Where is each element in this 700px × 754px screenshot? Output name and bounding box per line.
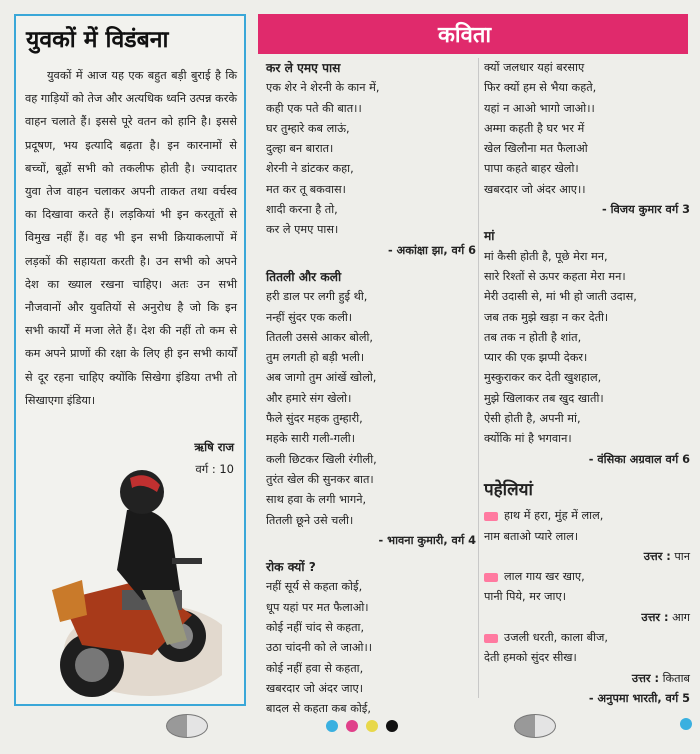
poem-line: क्यों जलधार यहां बरसाए [484,61,585,74]
puzzle-line: हाथ में हरा, मुंह में लाल, [504,509,604,523]
poem-line: मेरी उदासी से, मां भी हो जाती उदास, [484,290,637,304]
poem-line: तितली उससे आकर बोली, [266,330,374,344]
poem-lines [266,287,476,531]
poem-line: ऐसी होती है, अपनी मां, [484,412,581,426]
bullet-icon [484,512,498,521]
puzzle-answer [484,669,690,689]
poem-line: शादी करना है तो, [266,203,338,217]
poem-line: मुझे खिलाकर तब खुद खाती। [484,391,604,405]
poem-line: और हमारे संग खेलो। [266,391,352,405]
poem-lines [266,78,476,240]
article-text: युवकों में आज यह एक बहुत बड़ी बुराई है कि वह गाड़ियों को तेज और अत्यधिक ध्वनि उत्पन्न करके वाहन चलाते हैं। इससे पूरे वतन को हानि है। इससे प्रदूषण, भय इत्यादि बढ़ता है। इन कारनामों से बच्चों, बूढ़ों सभी को तकलीफ होती है। ज्यादातर युवा तेज वाहन चलाकर अपनी ताकत तथा वर्चस्व का दिखावा करते हैं। लड़कियां भी इन करतूतों से विमुख नहीं हैं। वह भी इन सभी क्रियाकलापों में लड़कों की सहायता करती है। उन सभी को अपने देश का ख्याल रखना चाहिए। अतः उन सभी नौजवानों और युवतियों से अनुरोध है जो कि इन सभी कार्यों में मजा लेते हैं। देश की नहीं तो कम से कम अपने प्राणों की रक्षा के लिए ही इन सभी कार्यों से दूर रहना चाहिए क्योंकि सिखेगा इंडिया तभी तो सिखाएगा इंडिया। [25,69,237,407]
poem-line: उठा चांदनी को ले जाओ।। [266,641,373,655]
poem-line: मुस्कुराकर कर देती खुशहाल, [484,371,602,385]
puzzles-title: पहेलियां [484,479,533,500]
poem-line: खबरदार जो अंदर आए।। [484,182,586,196]
poem-title: रोक क्यों ? [266,560,316,575]
poem-line: नहीं सूर्य से कहता कोई, [266,580,363,594]
poem-credit: - अकांक्षा झा, वर्ग 6 [388,243,476,257]
magenta-dot-icon [346,720,358,732]
puzzle-answer [484,547,690,567]
poem-line: कोई नहीं चांद से कहता, [266,621,365,635]
poem-line: कही एक पते की बात।। [266,101,362,115]
poem-line: खबरदार जो अंदर जाए। [266,681,364,695]
puzzle-line: उजली धरती, काला बीज, [504,631,608,645]
poem-line: तब तक न होती है शांत, [484,330,582,344]
article-title: युवकों में विडंबना [26,27,169,53]
answer-text: किताब [662,671,690,685]
poem-line: फिर क्यों हम से भैया कहते, [484,81,597,95]
answer-text: आग [672,610,690,624]
poem-line: पापा कहते बाहर खेलो। [484,162,579,176]
section-header [258,14,688,54]
motorcycle-rider-image [22,440,222,702]
answer-label: उत्तर : [643,549,671,563]
puzzle-item [484,567,690,628]
poem-line: हरी डाल पर लगी हुई थी, [266,290,368,304]
poem-lines-continued [484,58,690,200]
poem-line: तितली छूने उसे चली। [266,513,354,527]
poem-line: खेल खिलौना मत फैलाओ [484,142,588,156]
puzzles-credit: - अनुपमा भारती, वर्ग 5 [588,691,690,705]
answer-label: उत्तर : [641,610,669,624]
puzzle-item [484,628,690,689]
poem-line: कर ले एमए पास। [266,223,339,237]
puzzle-line: पानी पिये, मर जाए। [484,590,567,604]
poem-line: घर तुम्हारे कब लाऊं, [266,121,350,135]
poem-line: मत कर तू बकवास। [266,182,346,196]
puzzle-answer [484,608,690,628]
poem-credit: - विजय कुमार वर्ग 3 [601,203,690,217]
poem-line: मां कैसी होती है, पूछे मेरा मन, [484,249,608,263]
poem-line: तुरंत खेल की सुनकर बात। [266,472,374,486]
cyan-dot-icon [326,720,338,732]
article-body [25,64,237,412]
poem-line: क्योंकि मां है भगवान। [484,432,572,446]
column-divider [478,58,479,698]
right-column [484,58,690,709]
article-author: ऋषि राज [194,440,234,454]
registration-mark-icon [166,714,208,738]
middle-column [266,58,476,720]
bullet-icon [484,634,498,643]
yellow-dot-icon [366,720,378,732]
poem-line: नन्हीं सुंदर एक कली। [266,310,353,324]
poem-line: फैले सुंदर महक तुम्हारी, [266,412,363,426]
poem-line: अब जागो तुम आंखें खोलो, [266,371,377,385]
section-title: कविता [438,23,492,48]
puzzle-item [484,506,690,567]
poem-line: अम्मा कहती है घर भर में [484,121,585,135]
poem-line: सारे रिश्तों से ऊपर कहता मेरा मन। [484,269,626,283]
poem-line: जब तक मुझे खड़ा न कर देती। [484,310,609,324]
poem-line: एक शेर ने शेरनी के कान में, [266,81,380,95]
puzzle-line: नाम बताओ प्यारे लाल। [484,529,579,543]
poem-line: शेरनी ने डांटकर कहा, [266,162,354,176]
poem-line: यहां न आओ भागो जाओ।। [484,101,595,115]
poem-credit: - भावना कुमारी, वर्ग 4 [378,533,476,547]
poem-line: कोई नहीं हवा से कहता, [266,661,364,675]
poem-line: कली छिटकर खिली रंगीली, [266,452,377,466]
poem-line: धूप यहां पर मत फैलाओ। [266,600,369,614]
puzzle-line: लाल गाय खर खाए, [504,570,585,584]
poem-credit: - वंसिका अग्रवाल वर्ग 6 [588,452,690,466]
poem-line: साथ हवा के लगी भागने, [266,493,367,507]
poem-lines [484,247,690,450]
registration-mark-icon [514,714,556,738]
answer-text: पान [674,549,690,563]
poem-line: महके सारी गली-गली। [266,432,355,446]
bullet-icon [484,573,498,582]
poem-lines [266,577,476,719]
poem-line: तुम लगती हो बड़ी भली। [266,351,365,365]
poem-line: बादल से कहता कब कोई, [266,702,371,716]
answer-label: उत्तर : [631,671,659,685]
poem-line: प्यार की एक झप्पी देकर। [484,351,588,365]
article-class: वर्ग : 10 [195,462,234,476]
poem-title: कर ले एमए पास [266,61,341,75]
poem-title: मां [484,229,495,244]
poem-line: दुल्हा बन बारात। [266,142,334,156]
black-dot-icon [386,720,398,732]
cyan-dot-icon [680,718,692,730]
left-article-panel [14,14,246,706]
puzzle-line: देती हमको सुंदर सीख। [484,651,577,665]
print-registration-marks [0,710,700,744]
poem-title: तितली और कली [266,269,342,284]
